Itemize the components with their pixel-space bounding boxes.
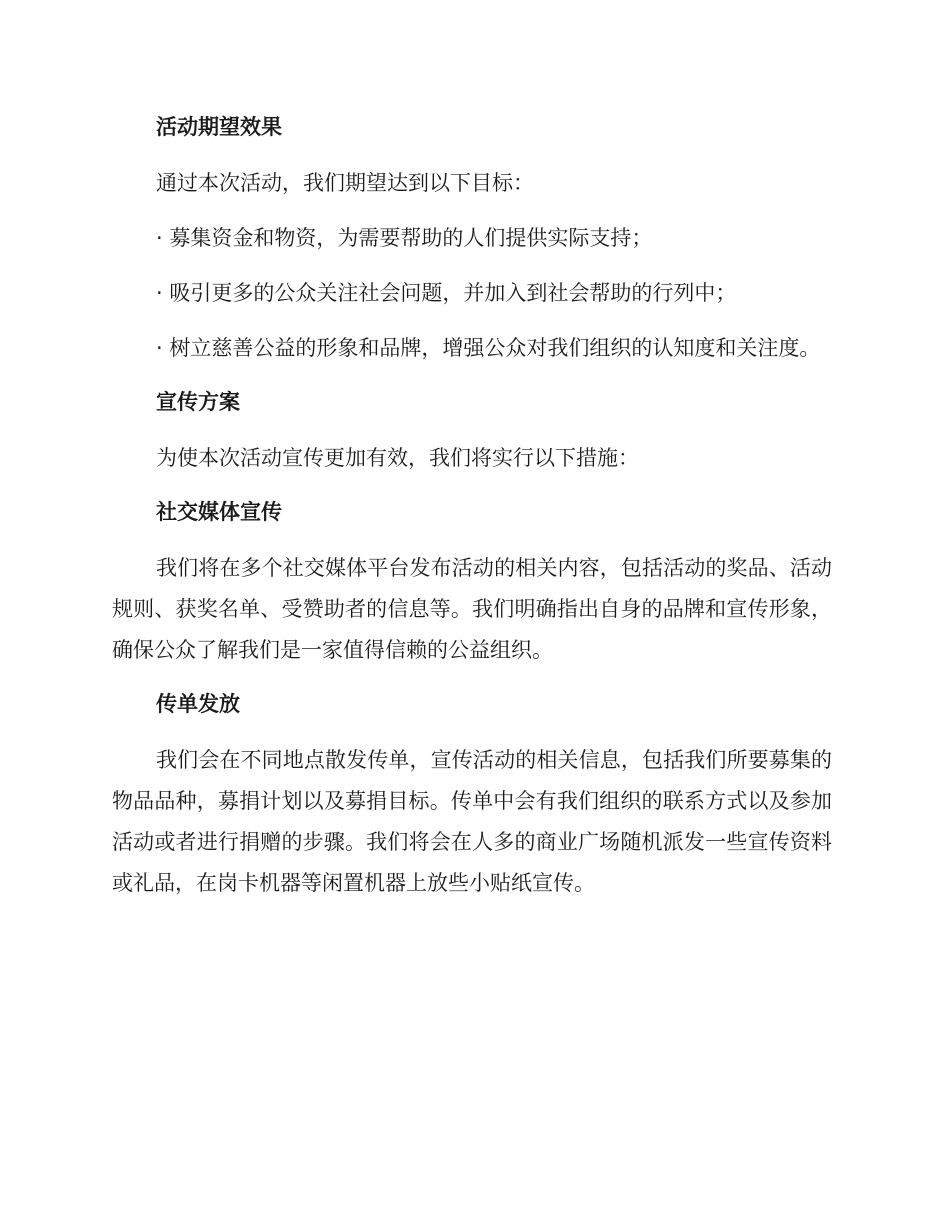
- heading-social-media: 社交媒体宣传: [156, 500, 282, 524]
- bullet-item-brand-image: · 树立慈善公益的形象和品牌，增强公众对我们组织的认知度和关注度。: [156, 336, 821, 360]
- paragraph-social-media: 我们将在多个社交媒体平台发布活动的相关内容，包括活动的奖品、活动规则、获奖名单、受赞助者的信息等。我们明确指出自身的品牌和宣传形象，确保公众了解我们是一家值得信赖的公益组织。: [112, 556, 832, 662]
- heading-flyers: 传单发放: [156, 692, 240, 716]
- paragraph-effect-intro: 通过本次活动，我们期望达到以下目标：: [156, 171, 534, 195]
- heading-expected-effect: 活动期望效果: [156, 115, 282, 139]
- document-body: [112, 108, 832, 918]
- bullet-item-fundraising: · 募集资金和物资，为需要帮助的人们提供实际支持；: [156, 226, 653, 250]
- paragraph-promotion-intro: 为使本次活动宣传更加有效，我们将实行以下措施：: [156, 446, 639, 470]
- bullet-item-public-attention: · 吸引更多的公众关注社会问题，并加入到社会帮助的行列中；: [156, 281, 737, 305]
- heading-promotion-plan: 宣传方案: [156, 390, 240, 414]
- paragraph-flyers: 我们会在不同地点散发传单，宣传活动的相关信息，包括我们所要募集的物品品种，募捐计划以及募捐目标。传单中会有我们组织的联系方式以及参加活动或者进行捐赠的步骤。我们将会在人多的商业广场随机派发一些宣传资料或礼品，在岗卡机器等闲置机器上放些小贴纸宣传。: [112, 748, 832, 895]
